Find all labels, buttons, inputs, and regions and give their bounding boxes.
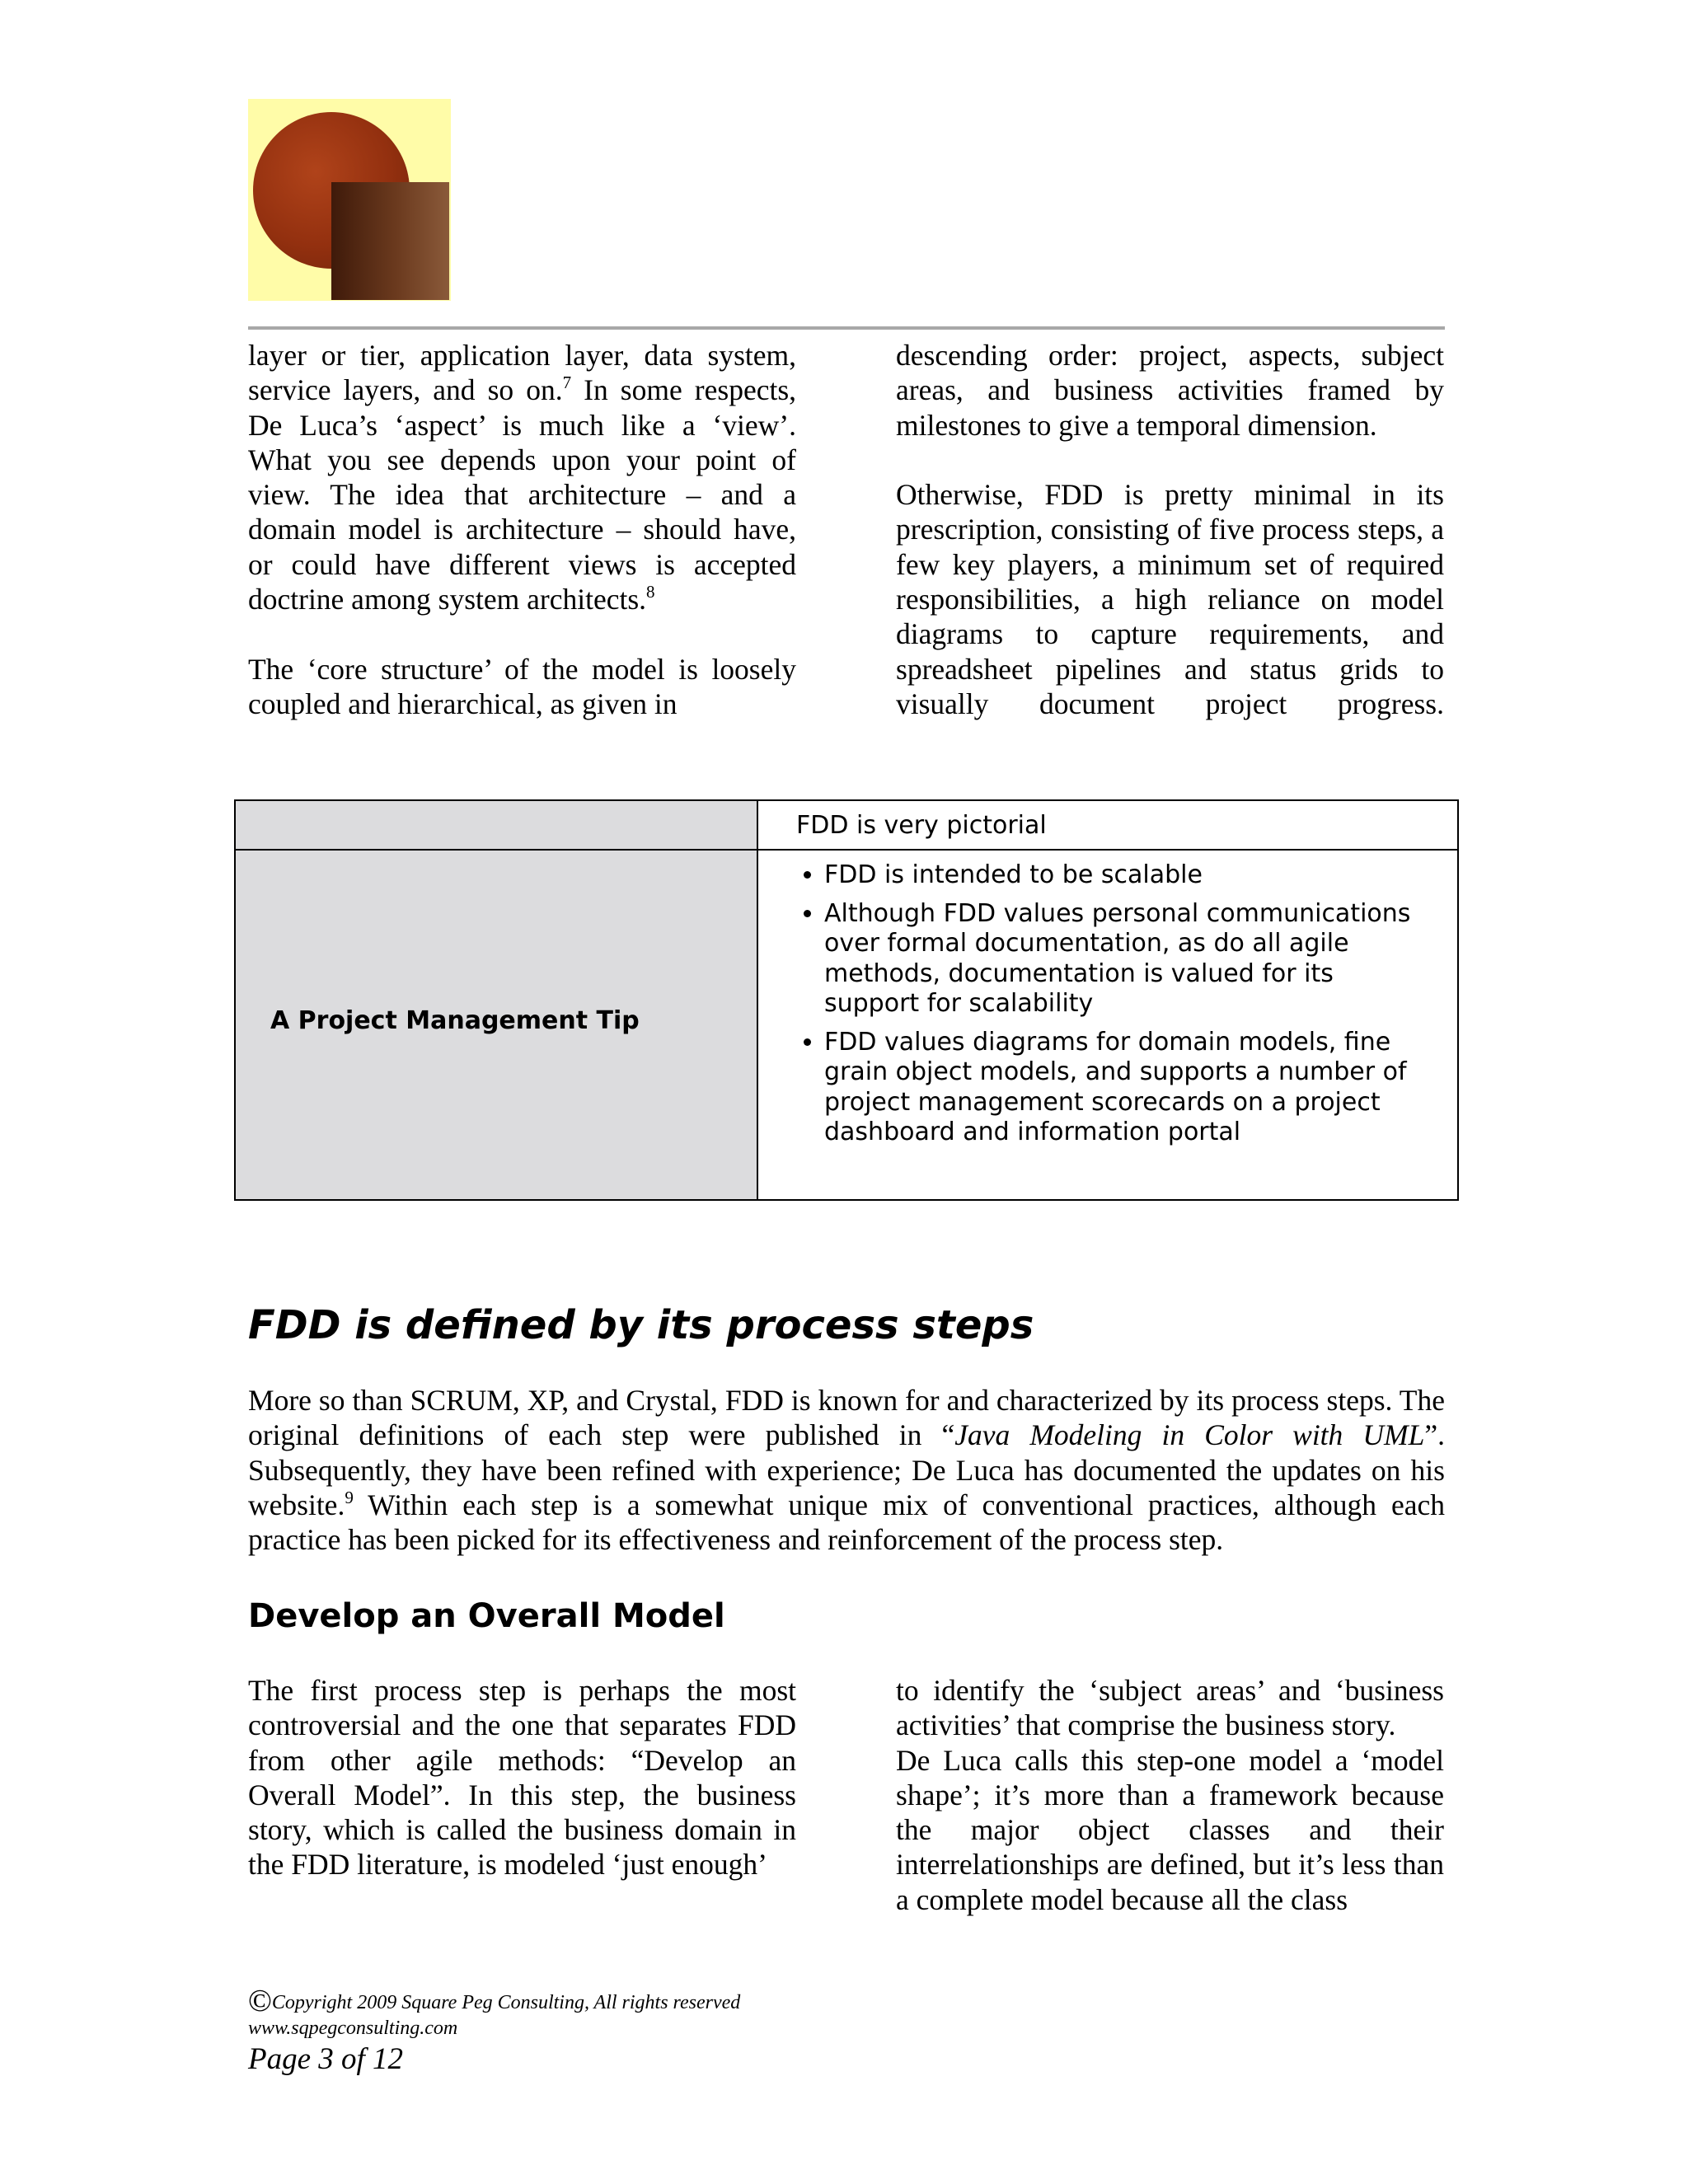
logo-square-shape: [331, 182, 449, 300]
footnote-ref: 9: [345, 1487, 354, 1507]
footnote-ref: 7: [562, 373, 572, 393]
tip-label-cell-top: [235, 800, 757, 850]
book-title: Java Modeling in Color with UML: [954, 1418, 1425, 1452]
list-item: • FDD values diagrams for domain models, fine grain object models, and supports a number of project management scorecards on a project dashboard and information portal: [824, 1028, 1424, 1148]
page-number: Page 3 of 12: [248, 2042, 404, 2076]
paragraph: Otherwise, FDD is pretty minimal in its prescription, consisting of five process steps, a few key players, a minimum set of required responsibilities, a high reliance on model diagrams to capture requirements, and spreadsheet pipelines and status grids to visually document project progress.: [896, 478, 1444, 720]
bottom-right-column: [896, 1673, 1444, 1917]
paragraph: The first process step is perhaps the most controversial and the one that separates FDD from other agile methods: “Develop an Overall Model”. In this step, the business story, which is called the business domain in the FDD literature, is modeled ‘just enough’: [248, 1674, 796, 1882]
paragraph: descending order: project, aspects, subject areas, and business activities framed by milestones to give a temporal dimension.: [896, 339, 1444, 442]
header-rule: [248, 326, 1445, 330]
project-management-tip-box: [234, 799, 1459, 1201]
page-footer: [248, 1984, 741, 2079]
copyright-line: ©Copyright 2009 Square Peg Consulting, All rights reserved: [248, 1984, 741, 2018]
paragraph: De Luca calls this step-one model a ‘model shape’; it’s more than a framework because the major object classes and their interrelationships are defined, but it’s less than a complete model because all the class: [896, 1743, 1444, 1916]
footnote-ref: 8: [646, 582, 655, 602]
subsection-heading: Develop an Overall Model: [248, 1597, 725, 1635]
tip-bullets-cell: [757, 850, 1458, 1200]
list-item: • FDD is intended to be scalable: [824, 860, 1424, 891]
tip-bullet-list: [758, 851, 1457, 1199]
copyright-symbol: ©: [248, 1984, 272, 2018]
tip-box-label: A Project Management Tip: [235, 850, 757, 1200]
website-url: www.sqpegconsulting.com: [248, 2018, 458, 2039]
paragraph: layer or tier, application layer, data system, service layers, and so on.$^7$ In some respects, De Luca’s ‘aspect’ is much like a ‘view’. What you see depends upon your point of view. The idea that architecture – and a domain model is architecture – should have, or could have different views is accepted doctrine among system architects.$^8$: [248, 339, 797, 616]
paragraph: to identify the ‘subject areas’ and ‘business activities’ that comprise the business story.: [896, 1674, 1444, 1742]
paragraph: The ‘core structure’ of the model is loosely coupled and hierarchical, as given in: [248, 652, 796, 720]
top-left-column: [248, 338, 796, 721]
bottom-left-column: [248, 1673, 796, 1882]
top-right-column: [896, 338, 1444, 721]
square-peg-logo: [248, 99, 451, 301]
list-item: • Although FDD values personal communications over formal documentation, as do all agile methods, documentation is valued for its support for scalability: [824, 899, 1424, 1019]
tip-box-header: FDD is very pictorial: [757, 800, 1458, 850]
section-heading: FDD is defined by its process steps: [248, 1302, 1034, 1348]
section-paragraph: More so than SCRUM, XP, and Crystal, FDD is known for and characterized by its process steps. The original definitions of each step were published in “Java Modeling in Color with UML”. Subsequently, they have been refined with experience; De Luca has documented the updates on his website.$^9$ Within each step is a somewhat unique mix of conventional practices, although each practice has been picked for its effectiveness and reinforcement of the process step.: [248, 1384, 1445, 1557]
